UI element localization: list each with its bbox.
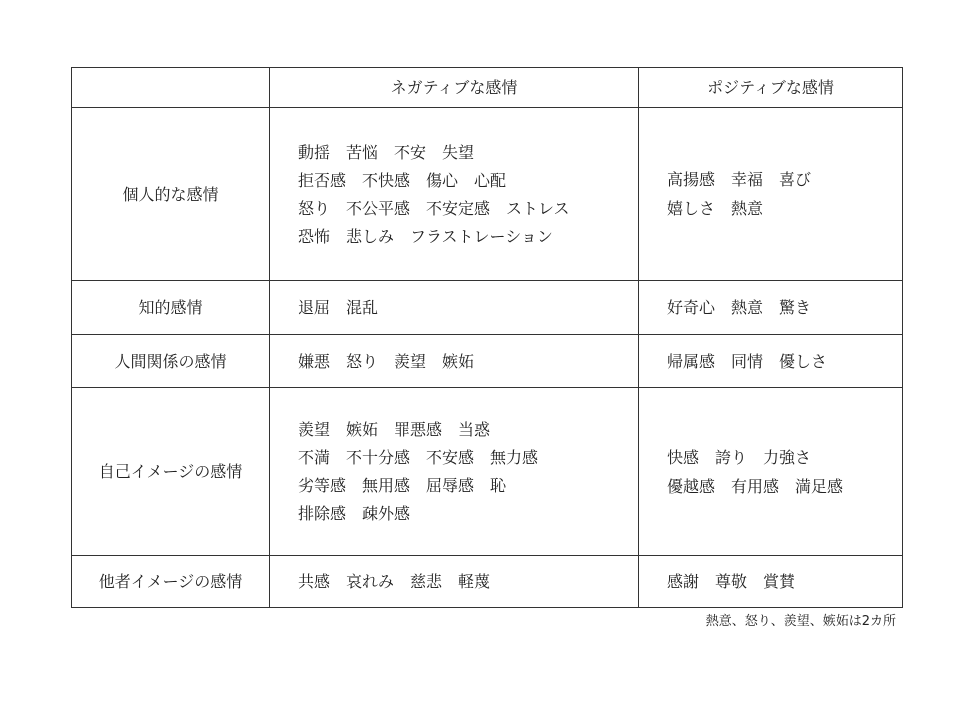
emotion-line: 劣等感 無用感 屈辱感 恥	[298, 476, 507, 495]
emotion-line: 排除感 疎外感	[298, 504, 411, 523]
positive-column-header: ポジティブな感情	[639, 68, 903, 108]
corner-cell	[72, 68, 270, 108]
emotion-line: 好奇心 熱意 驚き	[667, 298, 812, 317]
table-row	[72, 108, 903, 281]
emotion-line: 退屈 混乱	[298, 298, 379, 317]
emotion-line: 怒り 不公平感 不安定感 ストレス	[298, 198, 570, 218]
row-label: 他者イメージの感情	[72, 556, 270, 608]
emotion-line: 嫌悪 怒り 羨望 嫉妬	[298, 351, 475, 371]
table-row	[72, 388, 903, 556]
table-row	[72, 556, 903, 608]
table-header-row	[72, 68, 903, 108]
negative-column-header: ネガティブな感情	[270, 68, 639, 108]
positive-emotions-cell	[639, 108, 903, 281]
positive-emotions-cell	[639, 388, 903, 556]
row-label: 自己イメージの感情	[72, 388, 270, 556]
emotion-line: 帰属感 同情 優しさ	[667, 351, 828, 371]
emotion-line: 高揚感 幸福 喜び	[667, 170, 812, 189]
emotion-line: 共感 哀れみ 慈悲 軽蔑	[298, 572, 491, 591]
row-label: 個人的な感情	[72, 108, 270, 281]
negative-emotions-cell	[270, 281, 639, 335]
emotion-line: 恐怖 悲しみ フラストレーション	[298, 226, 553, 246]
negative-emotions-cell	[270, 388, 639, 556]
emotion-line: 動揺 苦悩 不安 失望	[298, 142, 475, 162]
row-label: 知的感情	[72, 281, 270, 335]
emotion-line: 不満 不十分感 不安感 無力感	[298, 448, 539, 467]
negative-emotions-cell	[270, 108, 639, 281]
emotion-line: 感謝 尊敬 賞賛	[667, 572, 796, 591]
emotion-line: 嬉しさ 熱意	[667, 199, 764, 218]
row-label: 人間関係の感情	[72, 335, 270, 388]
emotion-line: 拒否感 不快感 傷心 心配	[298, 170, 507, 190]
emotion-line: 快感 誇り 力強さ	[667, 447, 812, 467]
positive-emotions-cell	[639, 281, 903, 335]
table-row	[72, 281, 903, 335]
negative-emotions-cell	[270, 335, 639, 388]
positive-emotions-cell	[639, 335, 903, 388]
emotion-table	[71, 67, 903, 608]
emotion-line: 優越感 有用感 満足感	[667, 476, 844, 496]
table-row	[72, 335, 903, 388]
positive-emotions-cell	[639, 556, 903, 608]
footnote: 熱意、怒り、羨望、嫉妬は2カ所	[705, 614, 896, 629]
negative-emotions-cell	[270, 556, 639, 608]
emotion-line: 羨望 嫉妬 罪悪感 当惑	[298, 420, 491, 439]
